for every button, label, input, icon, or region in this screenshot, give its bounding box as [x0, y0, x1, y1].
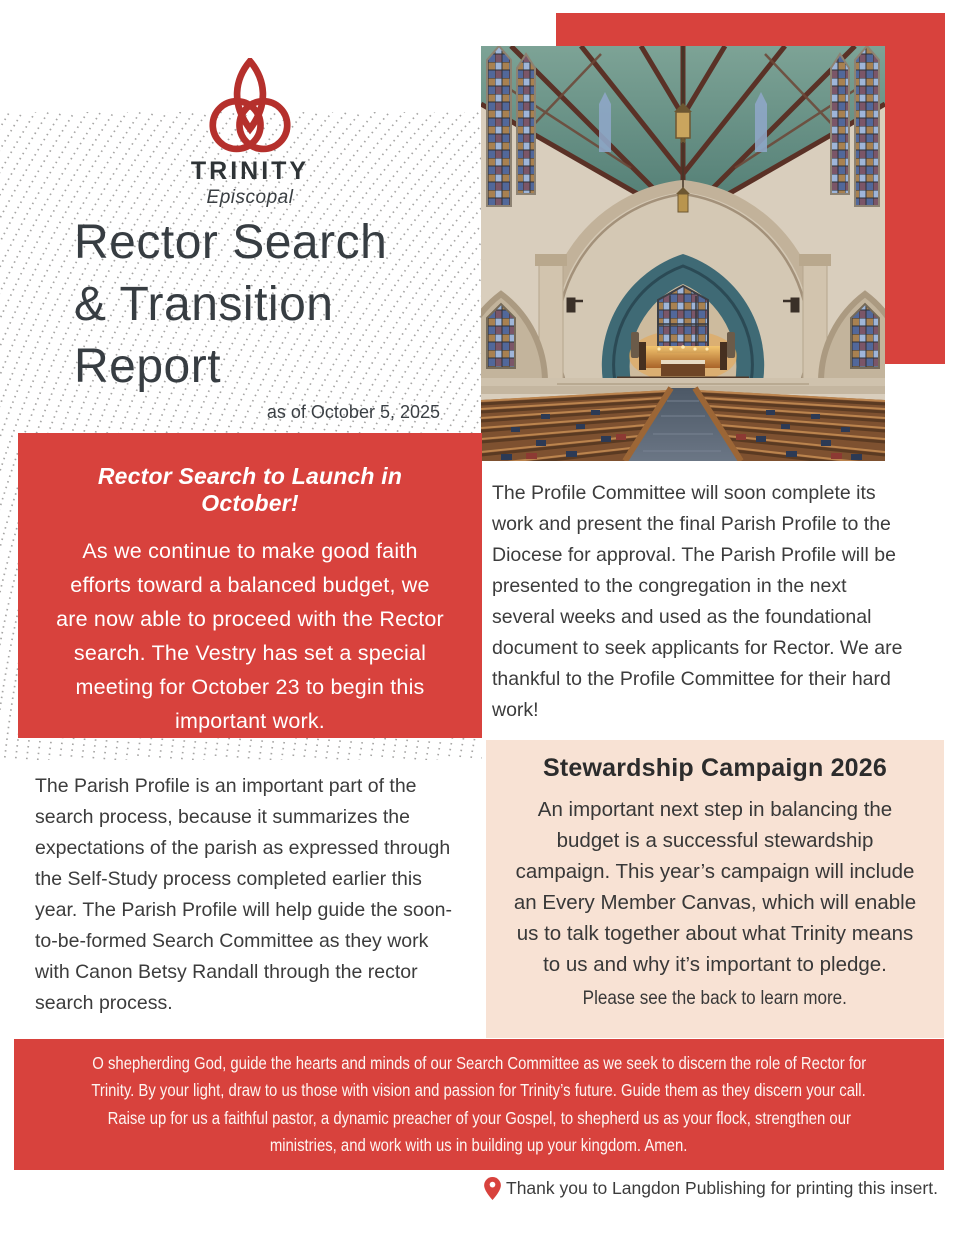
stewardship-box	[486, 740, 944, 1038]
brand-subtitle: Episcopal	[206, 187, 294, 208]
location-pin-icon	[484, 1177, 501, 1200]
church-nave-illustration	[481, 46, 885, 461]
announcement-heading: Rector Search to Launch in October!	[97, 463, 403, 516]
as-of-date: as of October 5, 2025	[266, 402, 440, 422]
stewardship-body: An important next step in balancing the budget is a successful stewardship campaign. This year’s campaign will include an Every Member Canvas, which will enable us to talk together about what Trinity means to us and why it’s important to pledge.	[513, 798, 917, 976]
stewardship-heading: Stewardship Campaign 2026	[542, 754, 887, 782]
trinity-logo	[190, 58, 310, 209]
printing-credit-text: Thank you to Langdon Publishing for printing this insert.	[506, 1178, 938, 1198]
title-line-1: Rector Search	[74, 216, 388, 269]
announcement-body: As we continue to make good faith efforts toward a balanced budget, we are now able to proceed with the Rector search. The Vestry has set a special meeting for October 23 to begin this important work.	[56, 539, 444, 733]
prayer-band	[14, 1039, 944, 1170]
prayer-line-3: Raise up for us a faithful pastor, a dynamic preacher of your Gospel, to shepherd us as your flock, strengthen our	[107, 1107, 851, 1128]
prayer-line-1: O shepherding God, guide the hearts and minds of our Search Committee as we seek to discern the role of Rector for	[92, 1052, 866, 1073]
announcement-box	[18, 433, 482, 738]
prayer-line-2: Trinity. By your light, draw to us those with vision and passion for Trinity’s future. Guide them as they discern your call.	[91, 1080, 867, 1100]
printing-credit	[484, 1177, 938, 1200]
prayer-line-4: ministries, and work with us in building up your kingdom. Amen.	[270, 1135, 688, 1155]
brand-name: TRINITY	[190, 157, 310, 185]
parish-profile-paragraph: The Parish Profile is an important part of the search process, because it summarizes the expectations of the parish as expressed through the Self-Study process completed earlier this year. The Parish Profile will help guide the soon-to-be-formed Search Committee as they work with Canon Betsy Randall through the rector search process.	[35, 775, 452, 1014]
title-line-3: Report	[74, 340, 222, 393]
page-title	[74, 212, 387, 398]
title-line-2: & Transition	[74, 278, 334, 331]
stewardship-footnote: Please see the back to learn more.	[582, 988, 848, 1009]
trinity-knot-icon	[208, 58, 292, 153]
church-interior-photo	[481, 46, 885, 461]
profile-committee-paragraph: The Profile Committee will soon complete its work and present the final Parish Profile to the Diocese for approval. The Parish Profile will be presented to the congregation in the next several weeks and used as the foundational document to seek applicants for Rector. We are thankful to the Profile Committee for their hard work!	[492, 482, 903, 721]
